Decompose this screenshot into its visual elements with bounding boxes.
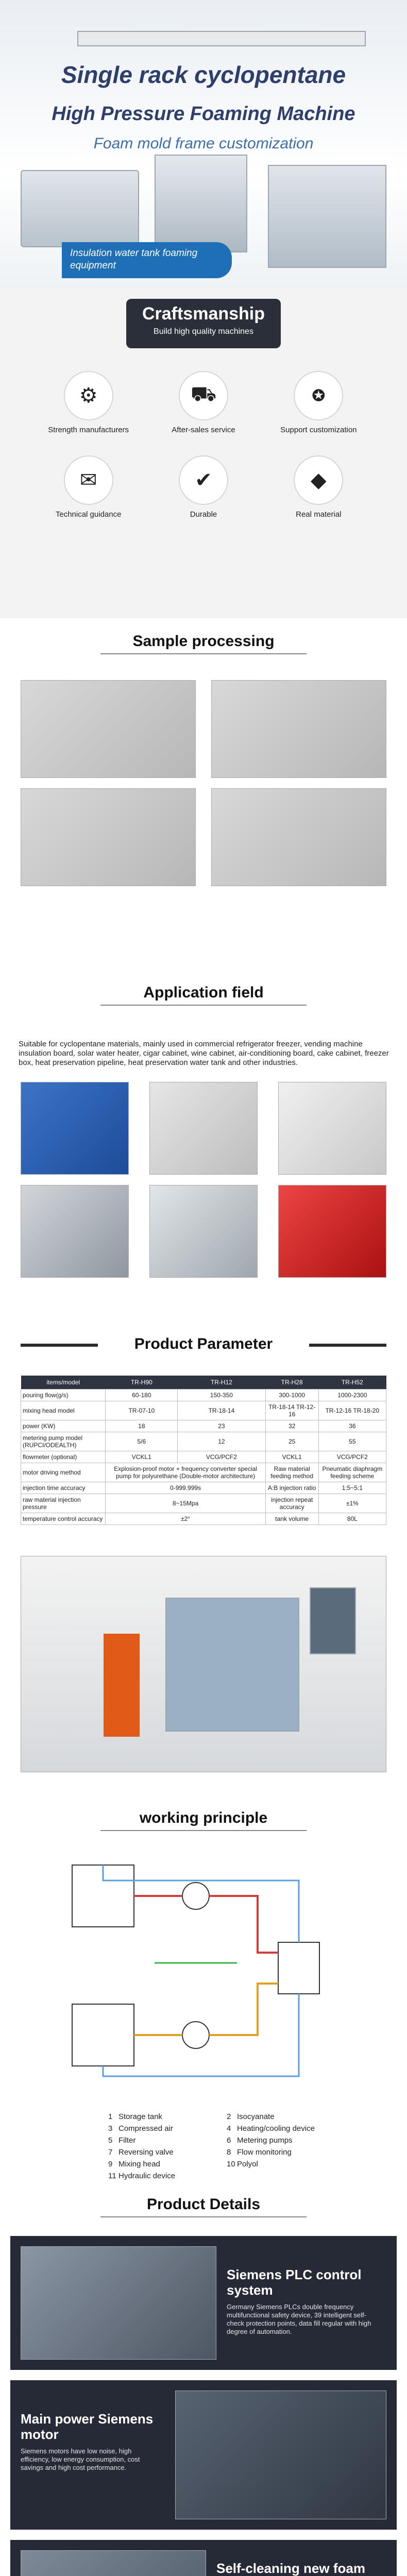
table-cell: 23 — [178, 1420, 265, 1432]
legend-label: Compressed air — [118, 2124, 173, 2133]
sample-image-4 — [211, 788, 386, 886]
feature-technical — [31, 455, 146, 519]
hero-title: Single rack cyclopentane — [61, 61, 346, 88]
table-cell: 150-350 — [178, 1389, 265, 1401]
legend-number: 6 — [227, 2136, 231, 2145]
col-header: TR-H12 — [178, 1376, 265, 1389]
table-cell: TR-12-16 TR-18-20 — [318, 1401, 386, 1420]
table-cell: 25 — [265, 1432, 318, 1451]
legend-label: Filter — [118, 2136, 136, 2145]
craftsmanship-section — [0, 289, 407, 618]
sample-image-1 — [21, 680, 196, 778]
legend-item — [227, 2148, 345, 2157]
col-header: TR-H28 — [265, 1376, 318, 1389]
feature-label: Strength manufacturers — [48, 426, 129, 434]
principle-legend — [108, 2112, 345, 2180]
robot-arm-image — [104, 1634, 140, 1737]
feature-durable — [146, 455, 261, 519]
sample-image-3 — [21, 788, 196, 886]
feature-label: After-sales service — [172, 426, 235, 434]
table-cell: 32 — [265, 1420, 318, 1432]
table-row — [21, 1420, 386, 1432]
foam-gun-text — [216, 2561, 381, 2576]
legend-label: Heating/cooling device — [237, 2124, 315, 2133]
principle-title: working principle — [139, 1809, 268, 1826]
table-cell: 12 — [178, 1432, 265, 1451]
motor-text — [21, 2411, 160, 2472]
feature-label: Real material — [296, 510, 342, 519]
pump-b — [182, 2022, 209, 2048]
table-cell: Raw material feeding method — [265, 1463, 318, 1482]
plc-text — [227, 2267, 381, 2336]
working-principle-section — [0, 1793, 407, 2184]
sample-title: Sample processing — [132, 633, 275, 650]
table-cell: 8~15Mpa — [106, 1494, 265, 1513]
table-cell: 36 — [318, 1420, 386, 1432]
table-cell: TR-18-14 TR-12-16 — [265, 1401, 318, 1420]
legend-label: Mixing head — [118, 2160, 160, 2168]
motor-image — [175, 2391, 386, 2519]
crane-arm-image — [77, 31, 366, 46]
table-cell: metering pump model (RUPCI/ODEALTH) — [21, 1432, 106, 1451]
legend-number: 1 — [108, 2112, 113, 2121]
table-cell: temperature control accuracy — [21, 1513, 106, 1525]
foam-gun-image — [21, 2550, 206, 2576]
mold-frame-image — [165, 1598, 299, 1732]
table-cell: 55 — [318, 1432, 386, 1451]
legend-number: 7 — [108, 2148, 113, 2157]
legend-label: Hydraulic device — [118, 2172, 176, 2180]
table-row — [21, 1401, 386, 1420]
legend-label: Polyol — [237, 2160, 258, 2168]
feature-label: Technical guidance — [55, 510, 122, 519]
details-title: Product Details — [146, 2196, 261, 2213]
table-cell: pouring flow(g/s) — [21, 1389, 106, 1401]
truck-icon: ⛟ — [179, 371, 228, 420]
legend-item — [227, 2124, 345, 2133]
table-row — [21, 1482, 386, 1494]
legend-number: 4 — [227, 2124, 231, 2133]
legend-label: Isocyanate — [237, 2112, 275, 2121]
col-header: items/model — [21, 1376, 106, 1389]
craftsmanship-subtitle: Build high quality machines — [154, 327, 253, 336]
table-cell: power (KW) — [21, 1420, 106, 1432]
chat-icon: ✉ — [64, 455, 113, 505]
pump-a — [182, 1883, 209, 1909]
legend-item — [227, 2160, 345, 2168]
legend-number: 8 — [227, 2148, 231, 2157]
hero-ribbon: Insulation water tank foaming equipment — [62, 242, 232, 278]
feature-label: Durable — [190, 510, 217, 519]
table-cell: 18 — [106, 1420, 178, 1432]
thumbs-up-icon: ✔ — [179, 455, 228, 505]
vending-machine-image — [278, 1185, 386, 1278]
title-underline — [100, 2216, 307, 2217]
table-cell: A:B injection ratio — [265, 1482, 318, 1494]
legend-item — [108, 2148, 227, 2157]
feature-material — [261, 455, 376, 519]
legend-label: Flow monitoring — [237, 2148, 292, 2157]
plc-image — [21, 2246, 216, 2360]
table-cell: ±1% — [318, 1494, 386, 1513]
legend-number: 2 — [227, 2112, 231, 2121]
col-header: TR-H90 — [106, 1376, 178, 1389]
feature-after-sales — [146, 371, 261, 435]
product-parameter-section — [0, 1319, 407, 1793]
solar-heater-image — [21, 1185, 129, 1278]
legend-number: 11 — [108, 2172, 116, 2180]
legend-item — [227, 2136, 345, 2145]
badge-100-icon: ✪ — [294, 371, 343, 420]
table-cell: mixing head model — [21, 1401, 106, 1420]
lab-freezer-image — [278, 1082, 386, 1175]
parameter-table — [21, 1376, 386, 1525]
feature-grid — [31, 371, 376, 519]
factory-line-image — [21, 1556, 386, 1772]
table-cell: 0-999.999s — [106, 1482, 265, 1494]
product-details-section — [0, 2184, 407, 2576]
table-cell: 1:5~5:1 — [318, 1482, 386, 1494]
legend-label: Metering pumps — [237, 2136, 293, 2145]
table-cell: injection time accuracy — [21, 1482, 106, 1494]
legend-number: 10 — [227, 2160, 235, 2168]
table-cell: 300-1000 — [265, 1389, 318, 1401]
feature-customization — [261, 371, 376, 435]
legend-label: Storage tank — [118, 2112, 163, 2121]
parameter-title: Product Parameter — [134, 1335, 273, 1352]
plc-panel — [10, 2236, 397, 2370]
table-cell: VCKL1 — [106, 1451, 178, 1463]
legend-item — [108, 2112, 227, 2121]
legend-number: 5 — [108, 2136, 113, 2145]
table-cell: VCG/PCF2 — [178, 1451, 265, 1463]
legend-item — [108, 2160, 227, 2168]
motor-title: Main power Siemens motor — [21, 2411, 154, 2442]
principle-diagram — [62, 1850, 350, 2097]
plc-title: Siemens PLC control system — [227, 2267, 362, 2298]
cake-cabinet-image — [149, 1185, 258, 1278]
hero-banner — [0, 0, 407, 289]
foam-gun-panel — [10, 2540, 397, 2576]
table-cell: ±2° — [106, 1513, 265, 1525]
feature-strength — [31, 371, 146, 435]
foaming-machine-image-left — [21, 170, 139, 247]
title-underline — [100, 1005, 307, 1006]
table-row — [21, 1389, 386, 1401]
gem-icon: ◆ — [294, 455, 343, 505]
application-title: Application field — [143, 984, 264, 1001]
table-cell: tank volume — [265, 1513, 318, 1525]
table-cell: injection repeat accuracy — [265, 1494, 318, 1513]
motor-panel — [10, 2380, 397, 2530]
table-cell: Pneumatic diaphragm feeding scheme — [318, 1463, 386, 1482]
legend-item — [108, 2136, 227, 2145]
return-line — [103, 1865, 299, 2076]
table-row — [21, 1432, 386, 1451]
craftsmanship-title: Craftsmanship — [142, 304, 265, 324]
legend-item — [227, 2112, 345, 2121]
feature-label: Support customization — [280, 426, 357, 434]
sample-image-2 — [211, 680, 386, 778]
title-underline — [100, 1830, 307, 1831]
hero-subtitle: High Pressure Foaming Machine — [52, 103, 355, 125]
legend-number: 3 — [108, 2124, 113, 2133]
table-cell: 60-180 — [106, 1389, 178, 1401]
title-underline — [100, 653, 307, 654]
foaming-machine-image-center — [155, 155, 247, 252]
application-description: Suitable for cyclopentane materials, mainly used in commercial refrigerator freezer, vending machine insulation board, solar water heater, cigar cabinet, wine cabinet, air-conditioning board, cake cabinet, freezer box, heat preservation pipeline, heat preservation water tank and other industries. — [19, 1040, 389, 1067]
table-cell: 5/6 — [106, 1432, 178, 1451]
mixing-head — [278, 1942, 319, 1994]
legend-number: 9 — [108, 2160, 113, 2168]
plc-description: Germany Siemens PLCs double frequency multifunctional safety device, 39 intelligent self-check protection points, data fill regular with high degree of automation. — [227, 2303, 371, 2335]
ice-machine-image — [149, 1082, 258, 1175]
table-cell: Explosion-proof motor + frequency converter special pump for polyurethane (Double-motor architecture) — [106, 1463, 265, 1482]
control-panel-image — [310, 1587, 356, 1654]
table-row — [21, 1494, 386, 1513]
motor-description: Siemens motors have low noise, high efficiency, low energy consumption, cost savings and high cost performance. — [21, 2447, 140, 2471]
col-header: TR-H52 — [318, 1376, 386, 1389]
table-cell: motor driving method — [21, 1463, 106, 1482]
legend-item — [108, 2124, 227, 2133]
table-cell: VCG/PCF2 — [318, 1451, 386, 1463]
table-cell: VCKL1 — [265, 1451, 318, 1463]
legend-label: Reversing valve — [118, 2148, 174, 2157]
foam-gun-title: Self-cleaning new foam — [216, 2561, 365, 2576]
table-cell: flowmeter (optional) — [21, 1451, 106, 1463]
craftsmanship-badge — [126, 299, 281, 348]
foaming-machine-image-right — [268, 165, 386, 268]
hero-tagline: Foam mold frame customization — [93, 135, 314, 152]
gear-icon: ⚙ — [64, 371, 113, 420]
table-cell: 80L — [318, 1513, 386, 1525]
table-row — [21, 1463, 386, 1482]
sample-processing-section — [0, 618, 407, 948]
table-cell: raw material injection pressure — [21, 1494, 106, 1513]
tank-b — [72, 2004, 134, 2066]
table-row — [21, 1513, 386, 1525]
cooler-box-image — [21, 1082, 129, 1175]
table-row — [21, 1451, 386, 1463]
table-cell: TR-18-14 — [178, 1401, 265, 1420]
application-section — [0, 948, 407, 1319]
table-cell: TR-07-10 — [106, 1401, 178, 1420]
table-cell: 1000-2300 — [318, 1389, 386, 1401]
legend-item — [108, 2172, 227, 2180]
